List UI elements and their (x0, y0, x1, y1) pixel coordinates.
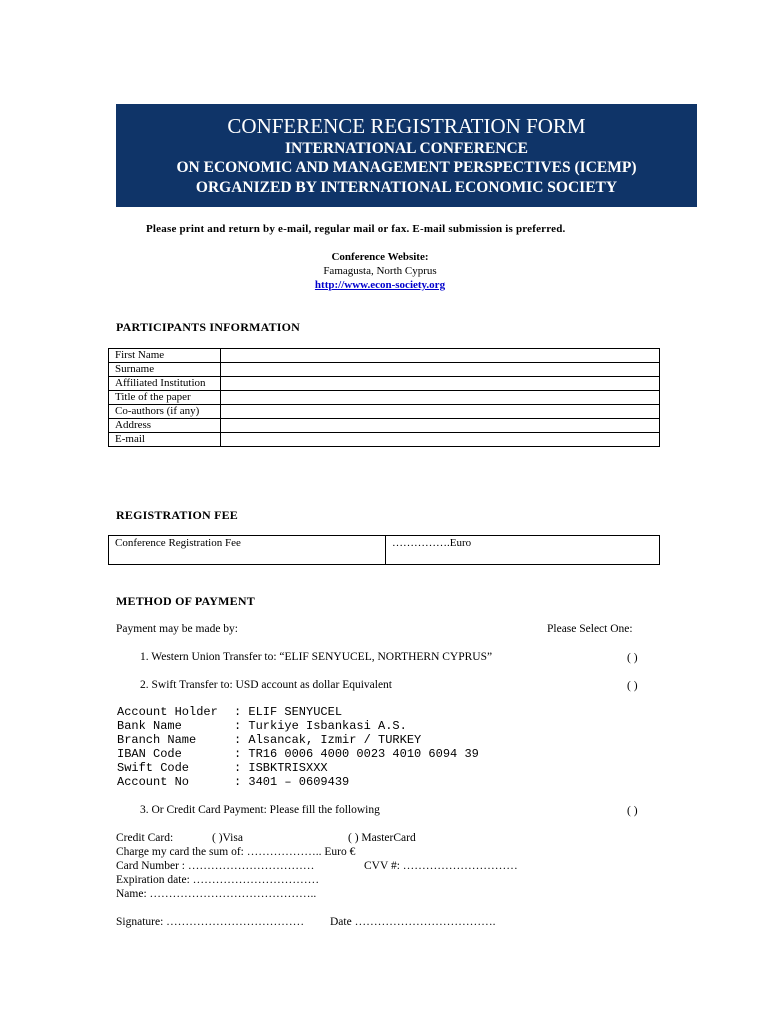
bank-value: : ELIF SENYUCEL (234, 705, 343, 719)
swift-transfer-checkbox[interactable]: ( ) (627, 680, 638, 692)
option-western-union: 1. Western Union Transfer to: “ELIF SENYUCEL, NORTHERN CYPRUS” (140, 651, 493, 663)
bank-value: : TR16 0006 4000 0023 4010 6094 39 (234, 747, 479, 761)
option-swift-transfer: 2. Swift Transfer to: USD account as dollar Equivalent (140, 679, 393, 691)
conference-line-2: ON ECONOMIC AND MANAGEMENT PERSPECTIVES (ICEMP) (176, 159, 637, 176)
bank-key: Branch Name (117, 733, 197, 747)
table-row (109, 433, 660, 447)
paper-title-label: Title of the paper (109, 391, 221, 405)
participants-heading: PARTICIPANTS INFORMATION (116, 320, 301, 334)
payment-heading: METHOD OF PAYMENT (116, 594, 255, 608)
bank-value: : 3401 – 0609439 (234, 775, 350, 789)
bank-key: Account Holder (117, 705, 218, 719)
institution-label: Affiliated Institution (109, 377, 221, 391)
paper-title-field[interactable] (221, 391, 660, 405)
email-label: E-mail (109, 433, 221, 447)
surname-label: Surname (109, 363, 221, 377)
payment-intro: Payment may be made by: (116, 623, 238, 635)
fee-label: Conference Registration Fee (109, 536, 386, 565)
conference-line-1: INTERNATIONAL CONFERENCE (284, 140, 528, 157)
form-title: CONFERENCE REGISTRATION FORM (227, 114, 586, 138)
cvv-field[interactable]: CVV #: ………………………… (364, 860, 518, 872)
institution-field[interactable] (221, 377, 660, 391)
bank-value: : ISBKTRISXXX (234, 761, 328, 775)
option-credit-card: 3. Or Credit Card Payment: Please fill the following (140, 804, 380, 816)
address-label: Address (109, 419, 221, 433)
table-row (109, 349, 660, 363)
charge-amount-field[interactable]: Charge my card the sum of: ……………….. Euro € (116, 846, 356, 858)
card-number-field[interactable]: Card Number : …………………………… (116, 860, 315, 872)
select-one-label: Please Select One: (547, 623, 633, 635)
email-field[interactable] (221, 433, 660, 447)
fee-amount-field[interactable]: …………….Euro (386, 536, 660, 565)
mastercard-option[interactable]: ( ) MasterCard (348, 832, 416, 844)
address-field[interactable] (221, 419, 660, 433)
credit-card-checkbox[interactable]: ( ) (627, 805, 638, 817)
co-authors-field[interactable] (221, 405, 660, 419)
visa-option[interactable]: ( )Visa (212, 832, 243, 844)
co-authors-label: Co-authors (if any) (109, 405, 221, 419)
bank-value: : Turkiye Isbankasi A.S. (234, 719, 407, 733)
first-name-label: First Name (109, 349, 221, 363)
bank-key: IBAN Code (117, 747, 182, 761)
fee-table (108, 535, 660, 565)
expiration-date-field[interactable]: Expiration date: …………………………… (116, 874, 320, 886)
western-union-checkbox[interactable]: ( ) (627, 652, 638, 664)
website-link-wrap (200, 278, 560, 292)
table-row (109, 419, 660, 433)
table-row (109, 391, 660, 405)
conference-location: Famagusta, North Cyprus (323, 265, 437, 277)
first-name-field[interactable] (221, 349, 660, 363)
surname-field[interactable] (221, 363, 660, 377)
credit-card-label: Credit Card: (116, 832, 174, 844)
website-label: Conference Website: (331, 251, 429, 263)
table-row (109, 377, 660, 391)
bank-value: : Alsancak, Izmir / TURKEY (234, 733, 422, 747)
table-row (109, 363, 660, 377)
bank-key: Account No (117, 775, 190, 789)
signature-field[interactable]: Signature: ……………………………… (116, 916, 305, 928)
website-link[interactable]: http://www.econ-society.org (314, 279, 446, 291)
conference-line-3: ORGANIZED BY INTERNATIONAL ECONOMIC SOCIETY (195, 179, 618, 196)
bank-key: Bank Name (117, 719, 182, 733)
header-banner (116, 104, 697, 207)
table-row (109, 536, 660, 565)
participants-table (108, 348, 660, 447)
date-field[interactable]: Date ………………………………. (330, 916, 496, 928)
fee-heading: REGISTRATION FEE (116, 508, 239, 522)
table-row (109, 405, 660, 419)
bank-key: Swift Code (117, 761, 190, 775)
submission-instruction: Please print and return by e-mail, regular mail or fax. E-mail submission is preferred. (146, 223, 566, 235)
cardholder-name-field[interactable]: Name: …………………………………….. (116, 888, 317, 900)
